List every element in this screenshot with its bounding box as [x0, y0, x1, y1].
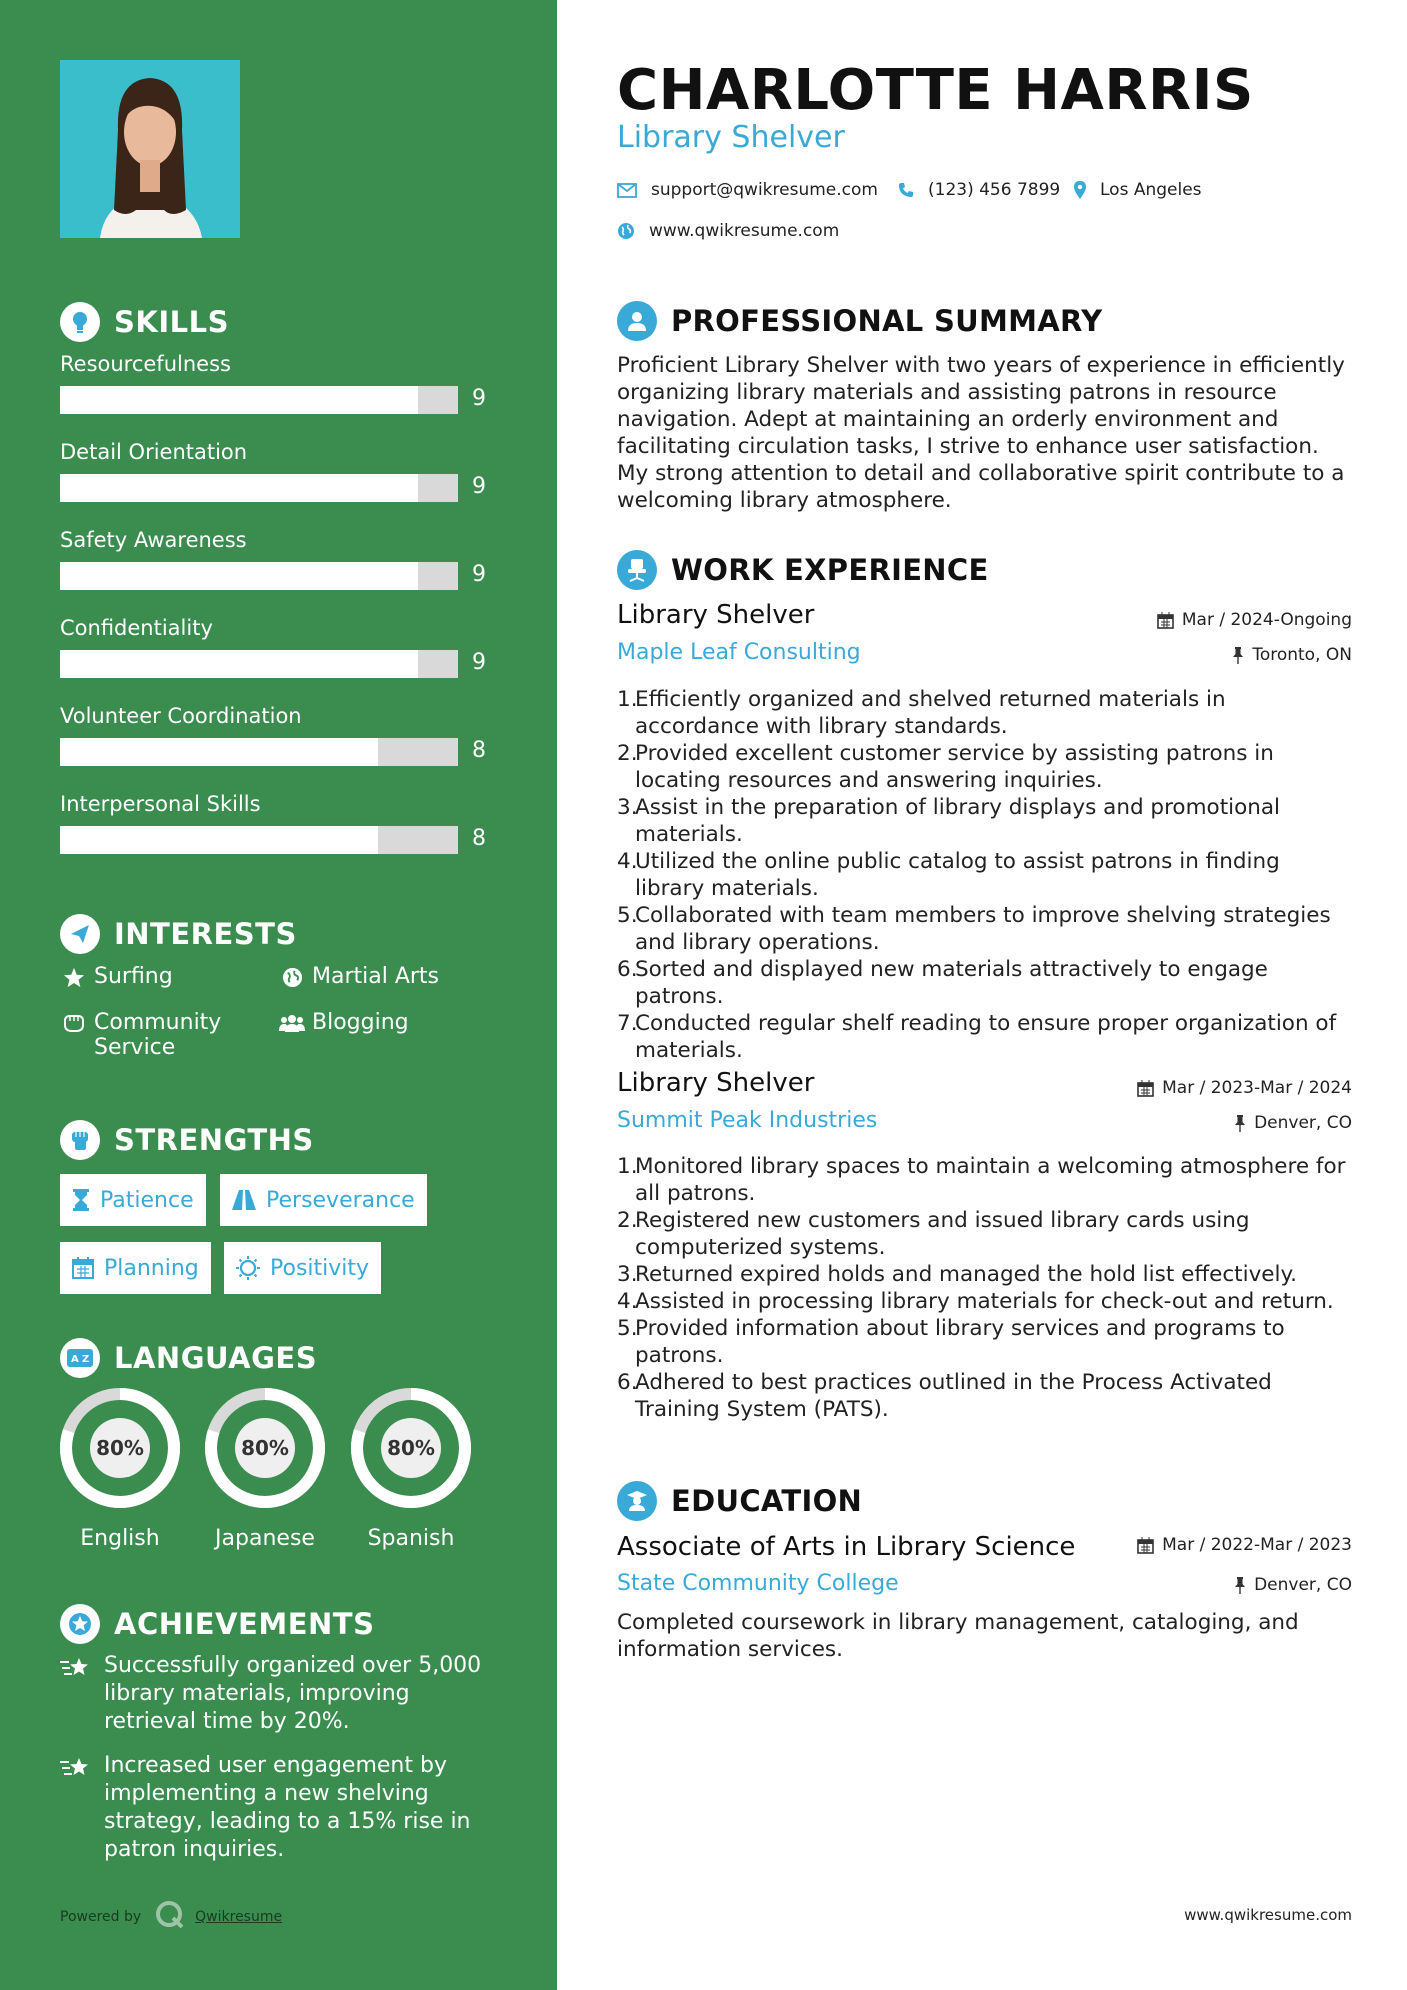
sun-icon — [236, 1256, 260, 1280]
candidate-title: Library Shelver — [617, 120, 845, 155]
shooting-star-icon — [60, 1652, 94, 1684]
language-name: Spanish — [367, 1526, 455, 1551]
skill-name: Resourcefulness — [60, 352, 231, 376]
qwikresume-link[interactable]: Qwikresume — [195, 1909, 283, 1925]
language-percent: 80% — [241, 1436, 289, 1460]
skill-value: 9 — [472, 474, 486, 499]
skill-name: Confidentiality — [60, 616, 213, 640]
skills-list — [60, 352, 500, 872]
strengths-heading: STRENGTHS — [60, 1120, 500, 1160]
footer-website[interactable]: www.qwikresume.com — [1184, 1906, 1352, 1924]
skill-item — [60, 704, 500, 774]
list-item: Conducted regular shelf reading to ensure proper organization of materials. — [635, 1011, 1337, 1063]
skill-value: 9 — [472, 386, 486, 411]
interests-list — [60, 964, 500, 1074]
interests-heading: INTERESTS — [60, 914, 500, 954]
skill-bar — [60, 738, 458, 766]
achievement-item: Increased user engagement by implementing a new shelving strategy, leading to a 15% rise in patron inquiries. — [60, 1752, 500, 1864]
list-item: Registered new customers and issued library cards using computerized systems. — [635, 1208, 1250, 1260]
language-progress-ring — [203, 1386, 327, 1510]
skill-bar-fill — [60, 386, 418, 414]
job-title: Library Shelver — [617, 600, 815, 630]
language-percent: 80% — [387, 1436, 435, 1460]
phone-icon — [898, 182, 914, 198]
skill-item — [60, 792, 500, 862]
summary-heading: PROFESSIONAL SUMMARY — [617, 300, 1102, 342]
skill-bar — [60, 474, 458, 502]
skill-bar — [60, 650, 458, 678]
list-item: Sorted and displayed new materials attractively to engage patrons. — [635, 957, 1268, 1009]
qwikresume-logo-icon — [155, 1900, 185, 1934]
calendar-icon — [1157, 612, 1174, 629]
summary-text: Proficient Library Shelver with two years of experience in efficiently organizing library materials and assisting patrons in resource navigation. Adept at maintaining an orderly environment and facilitating circulation tasks, I strive to enhance user satisfaction. My strong attention to detail and collaborative spirit contribute to a welcoming library atmosphere. — [617, 353, 1345, 513]
languages-heading: A Z LANGUAGES — [60, 1338, 500, 1378]
language-percent: 80% — [96, 1436, 144, 1460]
languages-section — [60, 1338, 500, 1378]
list-item: Collaborated with team members to improve shelving strategies and library operations. — [635, 903, 1331, 955]
lightbulb-icon — [60, 302, 100, 342]
skill-item — [60, 352, 500, 422]
job-company: Maple Leaf Consulting — [617, 640, 861, 665]
skill-value: 9 — [472, 562, 486, 587]
strength-badge: Perseverance — [220, 1174, 427, 1226]
globe-icon — [617, 222, 635, 240]
education-description: Completed coursework in library management, cataloging, and information services. — [617, 1610, 1299, 1662]
language-progress-ring — [349, 1386, 473, 1510]
language-name: Japanese — [215, 1526, 315, 1551]
list-item: Monitored library spaces to maintain a welcoming atmosphere for all patrons. — [635, 1154, 1346, 1206]
fist-icon — [60, 1120, 100, 1160]
svg-text:Z: Z — [82, 1354, 90, 1365]
strength-badge: Patience — [60, 1174, 206, 1226]
globe-icon — [278, 964, 306, 988]
hand-icon — [60, 1010, 88, 1033]
language-item — [203, 1386, 327, 1551]
achievements-list — [60, 1652, 500, 1872]
list-item: Efficiently organized and shelved returned materials in accordance with library standards. — [635, 687, 1226, 739]
skill-bar-fill — [60, 650, 418, 678]
language-icon — [60, 1338, 100, 1378]
interests-section — [60, 914, 500, 954]
list-item: Assisted in processing library materials for check-out and return. — [635, 1289, 1334, 1314]
svg-text:A: A — [71, 1354, 79, 1365]
experience-heading: WORK EXPERIENCE — [617, 549, 989, 591]
pushpin-icon — [1234, 1577, 1246, 1594]
job-company: Summit Peak Industries — [617, 1108, 878, 1133]
interest-item: Martial Arts — [278, 964, 439, 989]
user-icon — [617, 301, 657, 341]
education-heading: EDUCATION — [617, 1480, 862, 1522]
sidebar — [0, 0, 557, 1990]
skill-bar — [60, 562, 458, 590]
language-item — [349, 1386, 473, 1551]
candidate-name: CHARLOTTE HARRIS — [617, 58, 1254, 123]
skill-bar — [60, 826, 458, 854]
skills-section — [60, 302, 500, 342]
skill-value: 8 — [472, 826, 486, 851]
interest-item: Blogging — [278, 1010, 409, 1035]
achievement-item: Successfully organized over 5,000 library materials, improving retrieval time by 20%. — [60, 1652, 500, 1736]
job-duties-list — [617, 686, 1352, 1064]
skill-value: 8 — [472, 738, 486, 763]
pushpin-icon — [1232, 647, 1244, 664]
calendar-icon — [72, 1257, 94, 1279]
strength-badge: Positivity — [224, 1242, 381, 1294]
job-duties-list — [617, 1153, 1352, 1423]
calendar-icon — [1137, 1537, 1154, 1554]
skill-bar — [60, 386, 458, 414]
language-item — [58, 1386, 182, 1551]
skill-item — [60, 440, 500, 510]
skill-item — [60, 528, 500, 598]
education-degree: Associate of Arts in Library Science — [617, 1532, 1076, 1562]
profile-photo — [60, 60, 240, 238]
skill-item — [60, 616, 500, 686]
contact-website[interactable]: www.qwikresume.com — [617, 221, 839, 241]
skill-name: Safety Awareness — [60, 528, 247, 552]
skill-bar-fill — [60, 738, 378, 766]
list-item: Adhered to best practices outlined in the Process Activated Training System (PATS). — [635, 1370, 1272, 1422]
envelope-icon — [617, 183, 637, 198]
language-name: English — [80, 1526, 160, 1551]
achievements-heading: ACHIEVEMENTS — [60, 1604, 500, 1644]
skill-bar-fill — [60, 826, 378, 854]
interest-item: Surfing — [60, 964, 173, 989]
office-chair-icon — [617, 550, 657, 590]
education-school: State Community College — [617, 1571, 899, 1596]
strength-badge: Planning — [60, 1242, 211, 1294]
map-marker-icon — [1074, 181, 1086, 199]
paper-plane-icon — [60, 914, 100, 954]
list-item: Returned expired holds and managed the hold list effectively. — [635, 1262, 1297, 1287]
hourglass-icon — [72, 1189, 90, 1211]
star-icon — [60, 964, 88, 988]
calendar-icon — [1137, 1080, 1154, 1097]
road-icon — [232, 1190, 256, 1210]
job-location: Denver, CO — [1234, 1113, 1352, 1133]
job-location: Toronto, ON — [1232, 645, 1352, 665]
strengths-section — [60, 1120, 500, 1160]
skill-value: 9 — [472, 650, 486, 675]
users-icon — [278, 1010, 306, 1033]
job-dates: Mar / 2024-Ongoing — [1157, 610, 1352, 630]
contact-phone[interactable]: (123) 456 7899 — [898, 180, 1060, 200]
pushpin-icon — [1234, 1115, 1246, 1132]
skills-heading: SKILLS — [60, 302, 500, 342]
job-title: Library Shelver — [617, 1068, 815, 1098]
powered-by: Powered by Qwikresume — [60, 1900, 282, 1934]
achievements-section — [60, 1604, 500, 1644]
education-dates: Mar / 2022-Mar / 2023 — [1137, 1535, 1352, 1555]
language-progress-ring — [58, 1386, 182, 1510]
skill-name: Volunteer Coordination — [60, 704, 302, 728]
education-location: Denver, CO — [1234, 1575, 1352, 1595]
skill-bar-fill — [60, 562, 418, 590]
interest-item: Community Service — [60, 1010, 260, 1060]
list-item: Utilized the online public catalog to assist patrons in finding library materials. — [635, 849, 1280, 901]
skill-name: Detail Orientation — [60, 440, 248, 464]
star-badge-icon — [60, 1604, 100, 1644]
shooting-star-icon — [60, 1752, 94, 1784]
list-item: Assist in the preparation of library displays and promotional materials. — [635, 795, 1281, 847]
contact-email[interactable]: support@qwikresume.com — [617, 180, 878, 200]
job-dates: Mar / 2023-Mar / 2024 — [1137, 1078, 1352, 1098]
skill-bar-fill — [60, 474, 418, 502]
graduate-icon — [617, 1481, 657, 1521]
list-item: Provided excellent customer service by assisting patrons in locating resources and answering inquiries. — [635, 741, 1274, 793]
contact-location: Los Angeles — [1074, 180, 1202, 200]
skill-name: Interpersonal Skills — [60, 792, 261, 816]
list-item: Provided information about library services and programs to patrons. — [635, 1316, 1285, 1368]
